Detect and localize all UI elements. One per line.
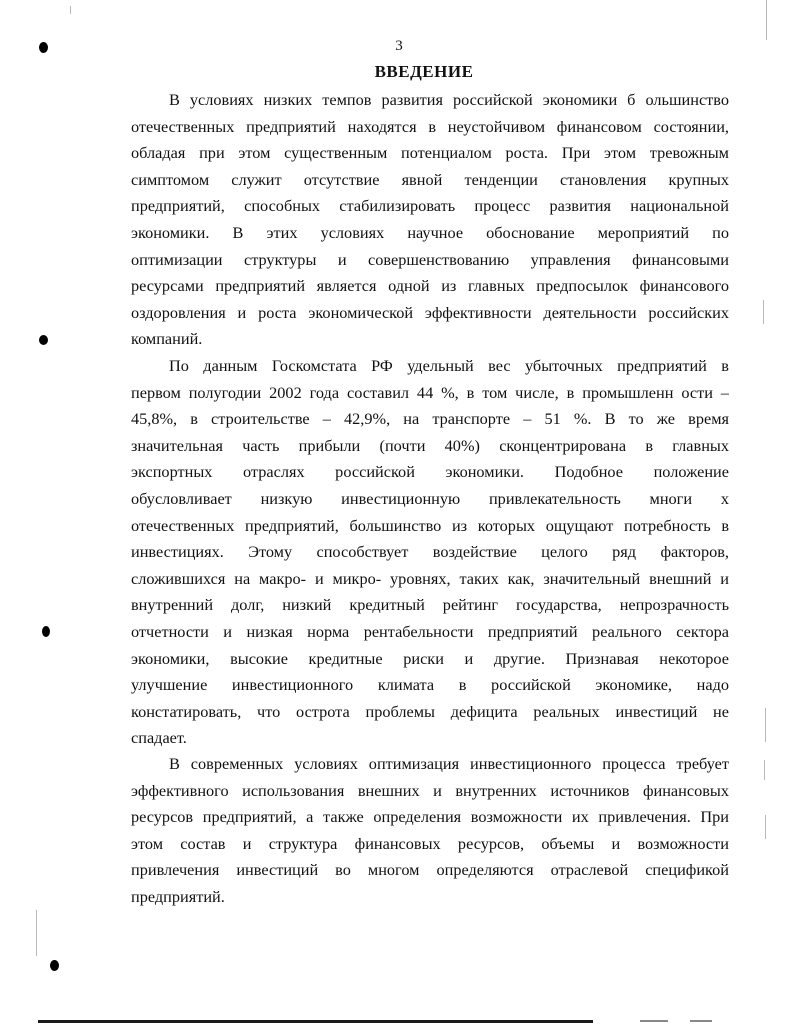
text-line: предприятий, способных стабилизировать процесс развития национальной — [131, 196, 729, 216]
text-line: отчетности и низкая норма рентабельности предприятий реального сектора — [131, 621, 729, 641]
text-line: оздоровления и роста экономической эффективности деятельности российских — [131, 302, 729, 322]
text-line: значительная часть прибыли (почти 40%) сконцентрирована в главных — [131, 435, 729, 455]
text-line: экспортных отраслях российской экономики. Подобное положение — [131, 462, 729, 482]
text-line: отечественных предприятий, большинство из которых ощущают потребность в — [131, 515, 729, 535]
text-line: констатировать, что острота проблемы дефицита реальных инвестиций не — [131, 701, 729, 721]
bottom-rule-fragment — [690, 1020, 712, 1022]
text-line: обладая при этом существенным потенциалом роста. При этом тревожным — [131, 143, 729, 163]
scan-mark — [36, 910, 37, 956]
bottom-rule-fragment — [640, 1020, 668, 1022]
text-line: В современных условиях оптимизация инвестиционного процесса требует — [169, 754, 729, 773]
text-line: этом состав и структура финансовых ресурсов, объемы и возможности — [131, 833, 729, 853]
scan-dot — [50, 960, 59, 971]
page-number: 3 — [395, 38, 403, 54]
scan-dot — [39, 335, 48, 345]
text-line: отечественных предприятий находятся в неустойчивом финансовом состоянии, — [131, 116, 729, 136]
text-line: экономики. В этих условиях научное обоснование мероприятий по — [131, 222, 729, 242]
scan-mark — [763, 300, 764, 324]
text-line: внутренний долг, низкий кредитный рейтинг государства, непрозрачность — [131, 595, 729, 615]
paragraph-1 — [131, 87, 729, 353]
scan-mark — [766, 0, 767, 40]
text-line: ресурсами предприятий является одной из главных предпосылок финансового — [131, 276, 729, 296]
page-title: ВВЕДЕНИЕ — [374, 62, 474, 81]
paragraph-2 — [131, 353, 729, 752]
scan-mark — [764, 760, 765, 780]
text-line: экономики, высокие кредитные риски и другие. Признавая некоторое — [131, 648, 729, 668]
bottom-rule — [38, 1020, 593, 1023]
text-line: первом полугодии 2002 года составил 44 %, в том числе, в промышленн ости – — [131, 382, 729, 402]
text-line: сложившихся на макро- и микро- уровнях, таких как, значительный внешний и — [131, 568, 729, 588]
text-line: улучшение инвестиционного климата в российской экономике, надо — [131, 675, 729, 695]
scan-mark — [70, 6, 71, 14]
text-line: спадает. — [131, 728, 187, 748]
text-line: оптимизации структуры и совершенствованию управления финансовыми — [131, 249, 729, 269]
scan-mark — [765, 708, 766, 742]
text-line: эффективного использования внешних и внутренних источников финансовых — [131, 780, 729, 800]
text-line: В условиях низких темпов развития российской экономики б ольшинство — [169, 90, 729, 109]
text-line: По данным Госкомстата РФ удельный вес убыточных предприятий в — [169, 356, 729, 375]
scan-dot — [42, 626, 50, 637]
text-line: предприятий. — [131, 886, 225, 906]
text-line: ресурсов предприятий, а также определения возможности их привлечения. При — [131, 807, 729, 827]
text-line: симптомом служит отсутствие явной тенденции становления крупных — [131, 169, 729, 189]
scan-mark — [765, 815, 766, 839]
text-line: 45,8%, в строительстве – 42,9%, на транспорте – 51 %. В то же время — [131, 409, 729, 429]
text-line: компаний. — [131, 329, 203, 349]
text-line: обусловливает низкую инвестиционную привлекательность многи х — [131, 488, 729, 508]
text-line: привлечения инвестиций во многом определяются отраслевой спецификой — [131, 860, 729, 880]
text-line: инвестициях. Этому способствует воздействие целого ряд факторов, — [131, 542, 729, 562]
paragraph-3 — [131, 751, 729, 911]
